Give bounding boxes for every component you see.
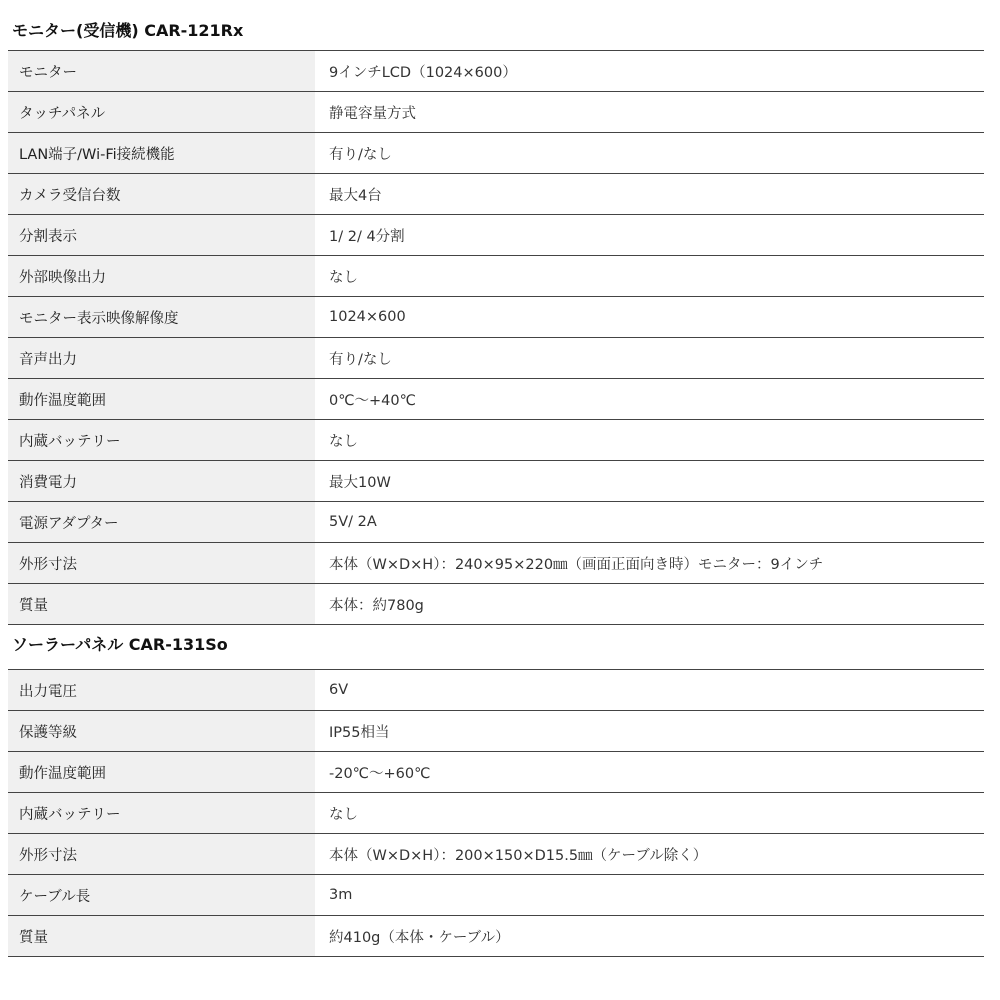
- table-row: [8, 711, 984, 752]
- spec-label: 保護等級: [8, 711, 315, 752]
- spec-value: 6V: [315, 670, 984, 711]
- spec-label: LAN端子/Wi-Fi接続機能: [8, 133, 315, 174]
- spec-label: 内蔵バッテリー: [8, 420, 315, 461]
- spec-value: 3m: [315, 875, 984, 916]
- spec-value: 最大4台: [315, 174, 984, 215]
- spec-value: 本体：約780g: [315, 584, 984, 625]
- spec-value: 5V/ 2A: [315, 502, 984, 543]
- spec-label: 質量: [8, 916, 315, 957]
- monitor-spec-table: [8, 50, 984, 625]
- table-row: [8, 461, 984, 502]
- spec-value: 0℃～+40℃: [315, 379, 984, 420]
- table-row: [8, 916, 984, 957]
- table-row: [8, 752, 984, 793]
- spec-label: ケーブル長: [8, 875, 315, 916]
- spec-value: 静電容量方式: [315, 92, 984, 133]
- spec-label: 動作温度範囲: [8, 379, 315, 420]
- spec-value: 有り/なし: [315, 338, 984, 379]
- spec-value: IP55相当: [315, 711, 984, 752]
- table-row: [8, 584, 984, 625]
- spec-value: 最大10W: [315, 461, 984, 502]
- spec-label: モニター: [8, 51, 315, 92]
- spec-value: 1024×600: [315, 297, 984, 338]
- spec-label: モニター表示映像解像度: [8, 297, 315, 338]
- spec-label: 電源アダプター: [8, 502, 315, 543]
- spec-value: なし: [315, 256, 984, 297]
- spec-label: 消費電力: [8, 461, 315, 502]
- spec-value: 本体（W×D×H）：200×150×D15.5㎜（ケーブル除く）: [315, 834, 984, 875]
- spec-value: 約410g（本体・ケーブル）: [315, 916, 984, 957]
- table-row: [8, 875, 984, 916]
- table-row: [8, 834, 984, 875]
- spec-value: 1/ 2/ 4分割: [315, 215, 984, 256]
- solar-section-title: ソーラーパネル CAR-131So: [12, 635, 228, 654]
- spec-label: 分割表示: [8, 215, 315, 256]
- table-row: [8, 420, 984, 461]
- spec-label: 内蔵バッテリー: [8, 793, 315, 834]
- table-row: [8, 174, 984, 215]
- spec-value: 本体（W×D×H）：240×95×220㎜（画面正面向き時）モニター：9インチ: [315, 543, 984, 584]
- spec-label: 外形寸法: [8, 834, 315, 875]
- spec-value: -20℃～+60℃: [315, 752, 984, 793]
- table-row: [8, 502, 984, 543]
- spec-value: 有り/なし: [315, 133, 984, 174]
- table-row: [8, 338, 984, 379]
- spec-value: なし: [315, 420, 984, 461]
- table-row: [8, 133, 984, 174]
- spec-label: タッチパネル: [8, 92, 315, 133]
- table-row: [8, 92, 984, 133]
- spec-label: カメラ受信台数: [8, 174, 315, 215]
- table-row: [8, 793, 984, 834]
- table-row: [8, 51, 984, 92]
- spec-value: なし: [315, 793, 984, 834]
- monitor-section-title: モニター(受信機) CAR-121Rx: [12, 21, 244, 40]
- spec-label: 出力電圧: [8, 670, 315, 711]
- table-row: [8, 297, 984, 338]
- table-row: [8, 670, 984, 711]
- spec-label: 外部映像出力: [8, 256, 315, 297]
- table-row: [8, 256, 984, 297]
- table-row: [8, 543, 984, 584]
- spec-label: 音声出力: [8, 338, 315, 379]
- spec-label: 外形寸法: [8, 543, 315, 584]
- table-row: [8, 379, 984, 420]
- table-row: [8, 215, 984, 256]
- spec-value: 9インチLCD（1024×600）: [315, 51, 984, 92]
- solar-spec-table: [8, 669, 984, 957]
- spec-label: 質量: [8, 584, 315, 625]
- spec-label: 動作温度範囲: [8, 752, 315, 793]
